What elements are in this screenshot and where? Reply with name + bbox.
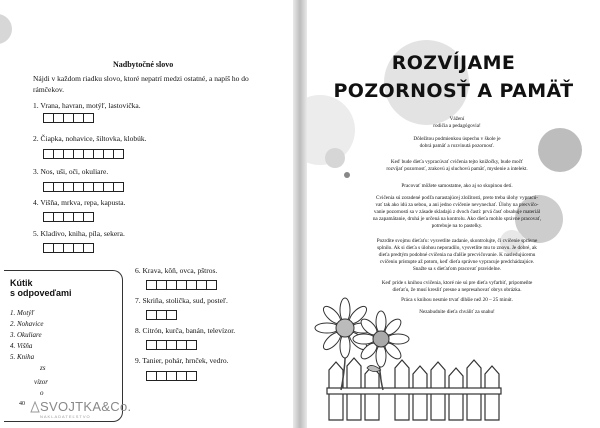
answer-boxes-9[interactable]: [146, 371, 196, 381]
intro-paragraph-8: Nezabudnite dieťa chváliť za snahu!: [419, 309, 495, 315]
answers-title-line2: s odpoveďami: [10, 288, 72, 298]
publisher-logo: [30, 399, 145, 423]
answer-boxes-2[interactable]: [43, 149, 123, 159]
answers-title: [10, 278, 71, 298]
exercise-item-5: 5. Kladivo, kniha, píla, sekera.: [33, 229, 125, 238]
book-gutter: [293, 0, 307, 428]
answer-boxes-5[interactable]: [43, 243, 93, 253]
answer-boxes-7[interactable]: [146, 310, 176, 320]
exercise-item-8: 8. Citrón, kurča, banán, televízor.: [135, 326, 236, 335]
answer-boxes-1[interactable]: [43, 113, 93, 123]
letter-box[interactable]: [83, 243, 94, 253]
answer-fragment-1: zs: [40, 364, 46, 372]
answer-fragment-3: o: [40, 389, 44, 397]
flowers-fence-illustration: [307, 270, 600, 428]
letter-box[interactable]: [186, 371, 197, 381]
answer-3: 3. Okuliare: [10, 331, 42, 339]
answer-1: 1. Motýľ: [10, 309, 34, 317]
answer-boxes-4[interactable]: [43, 212, 93, 222]
letter-box[interactable]: [113, 149, 124, 159]
letter-box[interactable]: [166, 310, 177, 320]
letter-box[interactable]: [83, 212, 94, 222]
instruction-text: Nájdi v každom riadku slovo, ktoré nepatrí medzi ostatné, a napíš ho do rámčekov.: [33, 74, 249, 94]
letter-box[interactable]: [206, 280, 217, 290]
exercise-item-1: 1. Vrana, havran, motýľ, lastovička.: [33, 101, 141, 110]
exercise-item-6: 6. Krava, kôň, ovca, pštros.: [135, 266, 218, 275]
logo-mark-icon: [30, 401, 40, 413]
answer-boxes-8[interactable]: [146, 340, 196, 350]
page-title-line1: ROZVÍJAME: [391, 52, 516, 74]
intro-paragraph-1: Dôležitou podmienkou úspechu v škole je dobrá pamäť a rozvinutá pozornosť.: [413, 136, 501, 149]
exercise-item-7: 7. Skriňa, stolička, sud, posteľ.: [135, 296, 228, 305]
answer-4: 4. Višňa: [10, 342, 33, 350]
exercise-item-3: 3. Nos, uši, oči, okuliare.: [33, 167, 109, 176]
answer-fragment-2: vízor: [34, 378, 48, 386]
punch-hole: [0, 14, 12, 44]
exercise-item-2: 2. Čiapka, nohavice, šiltovka, klobúk.: [33, 134, 147, 143]
intro-paragraph-5: Pozrdite svojmu dieťaťu: vysvetlite zadanie, skontrolujte, či cvičenie správne splnilo. Ak si dieťa s úlohou neporadilo, vysvetlite mu to znovu. Je dobré, ak dieťa predtým podobné cvičenia na ďalšie precvičovanie. K nasledujúcemu cvičeniu prístupte až potom, keď dieťa správne vypracuje predchádzajúce. Snažte sa s dieťaťom pracovať pravidelne.: [376, 238, 538, 272]
left-page: [0, 0, 293, 428]
exercise-item-9: 9. Tanier, pohár, hrnček, vedro.: [135, 356, 229, 365]
decor-dot: [344, 172, 350, 178]
intro-paragraph-2: Keď bude dieťa vypracúvať cvičenia tejto knižočky, bude močť rozvíjať pozornosť, zrakovú aj sluchovú pamäť, myslenie a intelekt.: [386, 159, 528, 172]
answer-5: 5. Kniha: [10, 353, 35, 361]
intro-paragraph-6: Keď príde s knihou cvičenia, ktoré nie sú pre dieťa vyfarbiť, pripomeňte dieťaťu, že musí kresliť presne a nepresahovať obrys obrázka.: [381, 280, 533, 293]
answers-title-line1: Kútik: [10, 278, 33, 288]
logo-subtitle: NAKLADATEĽSTVO: [40, 414, 91, 419]
exercise-item-4: 4. Višňa, mrkva, repa, kapusta.: [33, 198, 126, 207]
letter-box[interactable]: [83, 113, 94, 123]
page-number: 40: [19, 401, 25, 407]
intro-paragraph-7: Práca s knihou nesmie trvať dlhšie než 20 – 25 minút.: [401, 297, 513, 303]
letter-box[interactable]: [186, 340, 197, 350]
right-page: [307, 0, 600, 428]
answer-boxes-6[interactable]: [146, 280, 216, 290]
intro-paragraph-3: Pracovať môžete samostatne, ako aj so skupinou detí.: [401, 183, 513, 189]
answer-boxes-3[interactable]: [43, 182, 123, 192]
decor-circle-small-left: [325, 148, 345, 168]
letter-box[interactable]: [113, 182, 124, 192]
page-title-line2: POZORNOSŤ A PAMÄŤ: [333, 80, 574, 102]
intro-greeting: Vážení rodičia a pedagógovia!: [433, 116, 481, 129]
answer-2: 2. Nohavice: [10, 320, 44, 328]
logo-name: SVOJTKA&Co.: [40, 399, 132, 414]
intro-paragraph-4: Cvičenia sú zoradené podľa narastajúcej zložitosti, preto treba úlohy vypracú- vať tak ako idú za sebou, a ani jedno cvičenie nevynechať. Úlohy na precvičo- vanie pozornosti sa v zásade skladajú z dvoch častí: prvá časť obsahuje materiál na zapamätanie, druhá je určená na kontrolu. Ako dieťa mohlo správne pracovať, potrebuje na to pastelky.: [372, 195, 542, 229]
section-title: Nadbytočné slovo: [113, 60, 174, 69]
